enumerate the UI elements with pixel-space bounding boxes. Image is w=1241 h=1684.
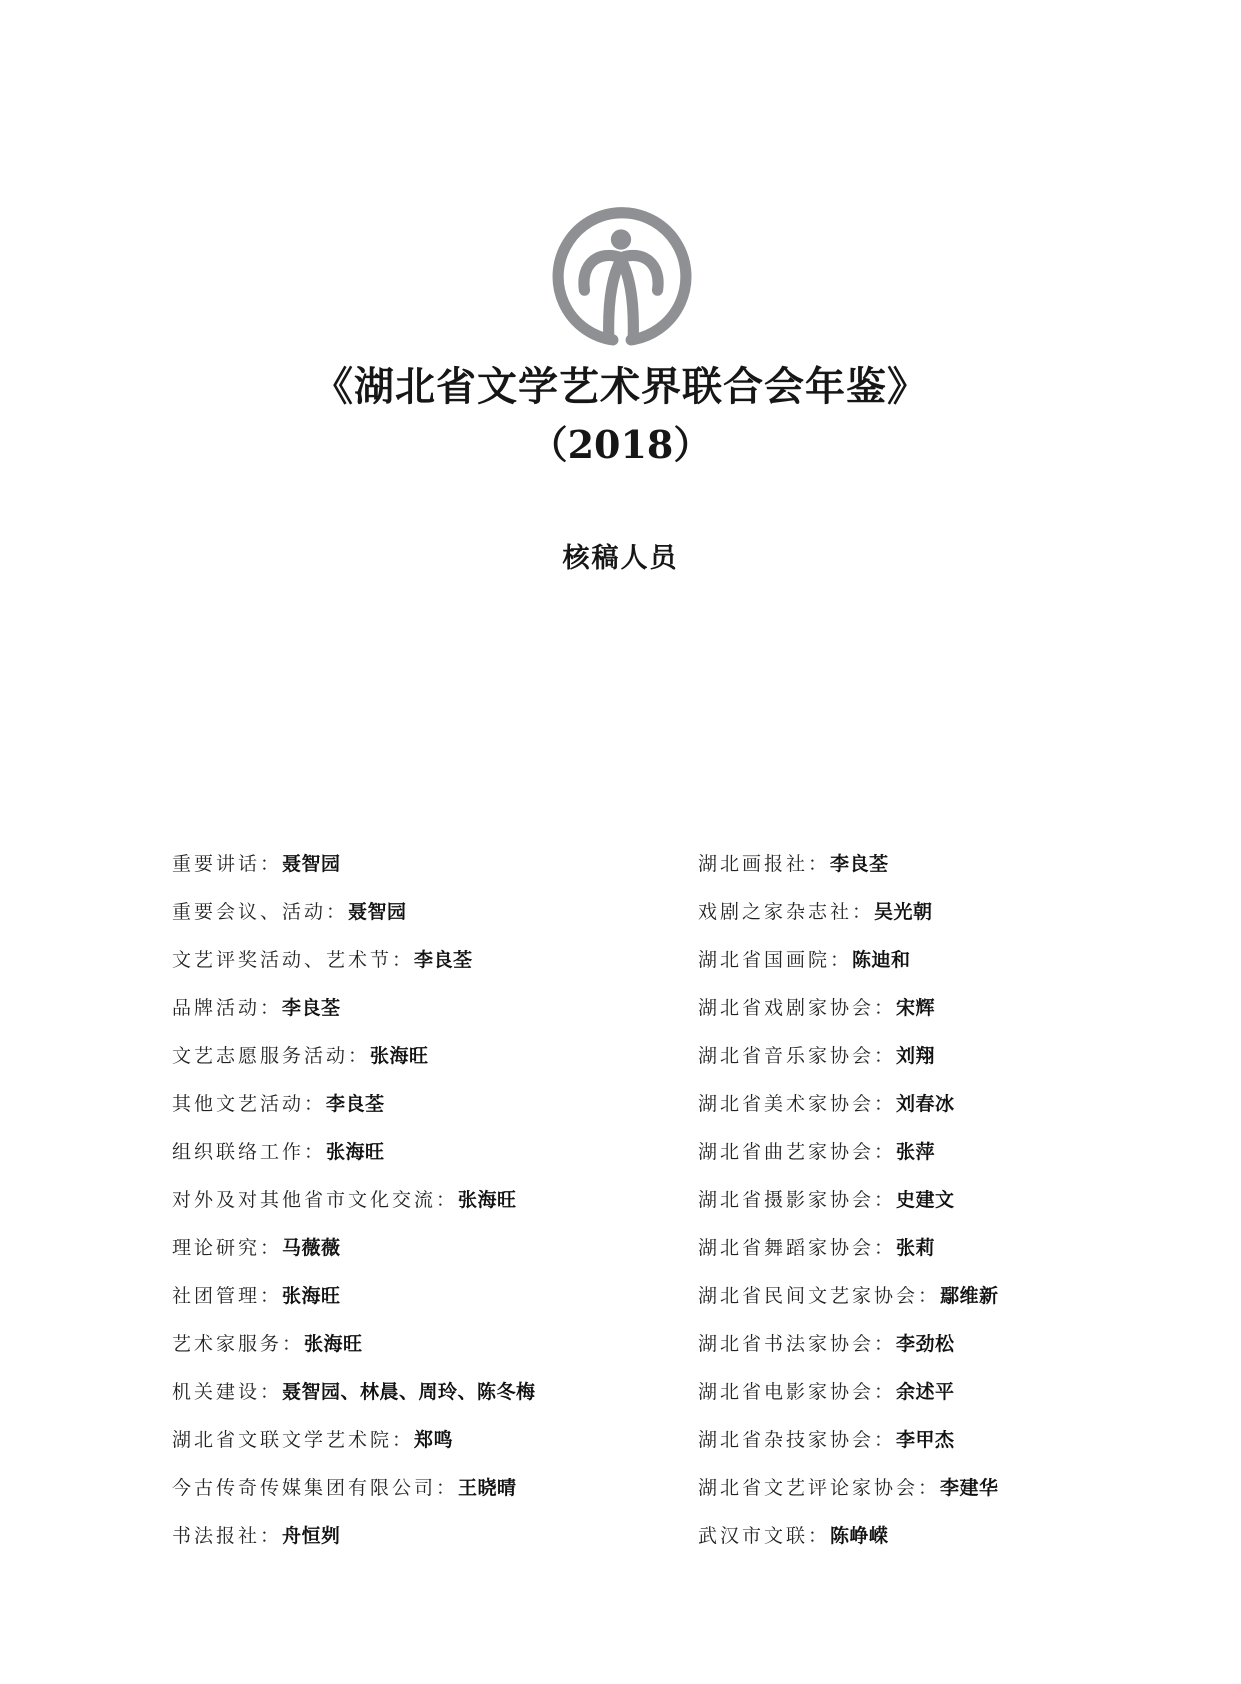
- section-label: 书法报社：: [172, 1525, 283, 1547]
- list-item: [172, 1138, 536, 1186]
- section-label: 艺术家服务：: [172, 1333, 305, 1355]
- yearbook-year: （2018）: [529, 422, 712, 467]
- list-item: [172, 1426, 536, 1474]
- list-item: [172, 1234, 536, 1282]
- reviewer-name: 张海旺: [370, 1045, 429, 1067]
- reviewer-list-left: [172, 850, 536, 1570]
- reviewer-name: 李良荃: [830, 853, 889, 875]
- section-label: 对外及对其他省市文化交流：: [172, 1189, 459, 1211]
- section-label: 品牌活动：: [172, 997, 283, 1019]
- section-label: 湖北省戏剧家协会：: [698, 997, 897, 1019]
- reviewer-name: 李甲杰: [896, 1429, 955, 1451]
- list-item: [172, 1522, 536, 1570]
- reviewer-name: 陈峥嵘: [830, 1525, 889, 1547]
- reviewer-name: 张海旺: [458, 1189, 517, 1211]
- section-label: 机关建设：: [172, 1381, 283, 1403]
- section-label: 武汉市文联：: [698, 1525, 831, 1547]
- section-label: 湖北省电影家协会：: [698, 1381, 897, 1403]
- section-label: 湖北省摄影家协会：: [698, 1189, 897, 1211]
- list-item: [698, 850, 999, 898]
- reviewer-name: 刘春冰: [896, 1093, 955, 1115]
- section-label: 重要会议、活动：: [172, 901, 349, 923]
- reviewer-name: 聂智园: [348, 901, 407, 923]
- reviewer-name: 吴光朝: [874, 901, 933, 923]
- list-item: [172, 850, 536, 898]
- section-label: 湖北省文艺评论家协会：: [698, 1477, 941, 1499]
- reviewer-name: 史建文: [896, 1189, 955, 1211]
- section-label: 湖北省舞蹈家协会：: [698, 1237, 897, 1259]
- reviewer-name: 张莉: [896, 1237, 936, 1259]
- reviewer-name: 张萍: [896, 1141, 936, 1163]
- reviewer-name: 聂智园、林晨、周玲、陈冬梅: [282, 1381, 536, 1403]
- yearbook-title: 《湖北省文学艺术界联合会年鉴》: [313, 363, 928, 410]
- reviewer-name: 李劲松: [896, 1333, 955, 1355]
- list-item: [172, 1330, 536, 1378]
- section-label: 理论研究：: [172, 1237, 283, 1259]
- section-label: 其他文艺活动：: [172, 1093, 327, 1115]
- reviewer-name: 张海旺: [326, 1141, 385, 1163]
- reviewer-name: 张海旺: [304, 1333, 363, 1355]
- section-label: 组织联络工作：: [172, 1141, 327, 1163]
- reviewer-name: 余述平: [896, 1381, 955, 1403]
- reviewer-name: 郑鸣: [414, 1429, 454, 1451]
- list-item: [698, 1330, 999, 1378]
- reviewer-name: 聂智园: [282, 853, 341, 875]
- section-label: 湖北省文联文学艺术院：: [172, 1429, 415, 1451]
- list-item: [698, 1138, 999, 1186]
- reviewer-name: 李良荃: [326, 1093, 385, 1115]
- section-label: 湖北省曲艺家协会：: [698, 1141, 897, 1163]
- list-item: [698, 1186, 999, 1234]
- reviewer-name: 马薇薇: [282, 1237, 341, 1259]
- reviewer-name: 宋辉: [896, 997, 936, 1019]
- list-item: [698, 898, 999, 946]
- section-heading: 核稿人员: [562, 543, 679, 574]
- list-item: [172, 946, 536, 994]
- section-label: 湖北省民间文艺家协会：: [698, 1285, 941, 1307]
- section-label: 文艺评奖活动、艺术节：: [172, 949, 415, 971]
- reviewer-name: 刘翔: [896, 1045, 936, 1067]
- reviewer-name: 舟恒刿: [282, 1525, 341, 1547]
- section-label: 社团管理：: [172, 1285, 283, 1307]
- reviewer-name: 王晓晴: [458, 1477, 517, 1499]
- section-label: 重要讲话：: [172, 853, 283, 875]
- reviewer-name: 张海旺: [282, 1285, 341, 1307]
- section-label: 湖北省国画院：: [698, 949, 853, 971]
- section-label: 湖北省美术家协会：: [698, 1093, 897, 1115]
- list-item: [698, 1042, 999, 1090]
- list-item: [698, 1090, 999, 1138]
- list-item: [698, 1474, 999, 1522]
- list-item: [172, 1474, 536, 1522]
- list-item: [698, 1282, 999, 1330]
- section-label: 湖北省音乐家协会：: [698, 1045, 897, 1067]
- list-item: [172, 1042, 536, 1090]
- reviewer-name: 陈迪和: [852, 949, 911, 971]
- section-label: 文艺志愿服务活动：: [172, 1045, 371, 1067]
- reviewer-name: 李良荃: [282, 997, 341, 1019]
- reviewer-name: 李建华: [940, 1477, 999, 1499]
- section-label: 湖北省杂技家协会：: [698, 1429, 897, 1451]
- section-label: 湖北省书法家协会：: [698, 1333, 897, 1355]
- section-label: 今古传奇传媒集团有限公司：: [172, 1477, 459, 1499]
- section-label: 戏剧之家杂志社：: [698, 901, 875, 923]
- list-item: [172, 994, 536, 1042]
- list-item: [172, 1186, 536, 1234]
- list-item: [698, 1234, 999, 1282]
- section-label: 湖北画报社：: [698, 853, 831, 875]
- list-item: [698, 946, 999, 994]
- reviewer-name: 鄢维新: [940, 1285, 999, 1307]
- reviewer-name: 李良荃: [414, 949, 473, 971]
- list-item: [698, 994, 999, 1042]
- list-item: [698, 1378, 999, 1426]
- reviewer-list-right: [698, 850, 999, 1570]
- list-item: [172, 898, 536, 946]
- federation-emblem-icon: [550, 205, 692, 347]
- list-item: [172, 1378, 536, 1426]
- list-item: [172, 1090, 536, 1138]
- list-item: [172, 1282, 536, 1330]
- list-item: [698, 1426, 999, 1474]
- list-item: [698, 1522, 999, 1570]
